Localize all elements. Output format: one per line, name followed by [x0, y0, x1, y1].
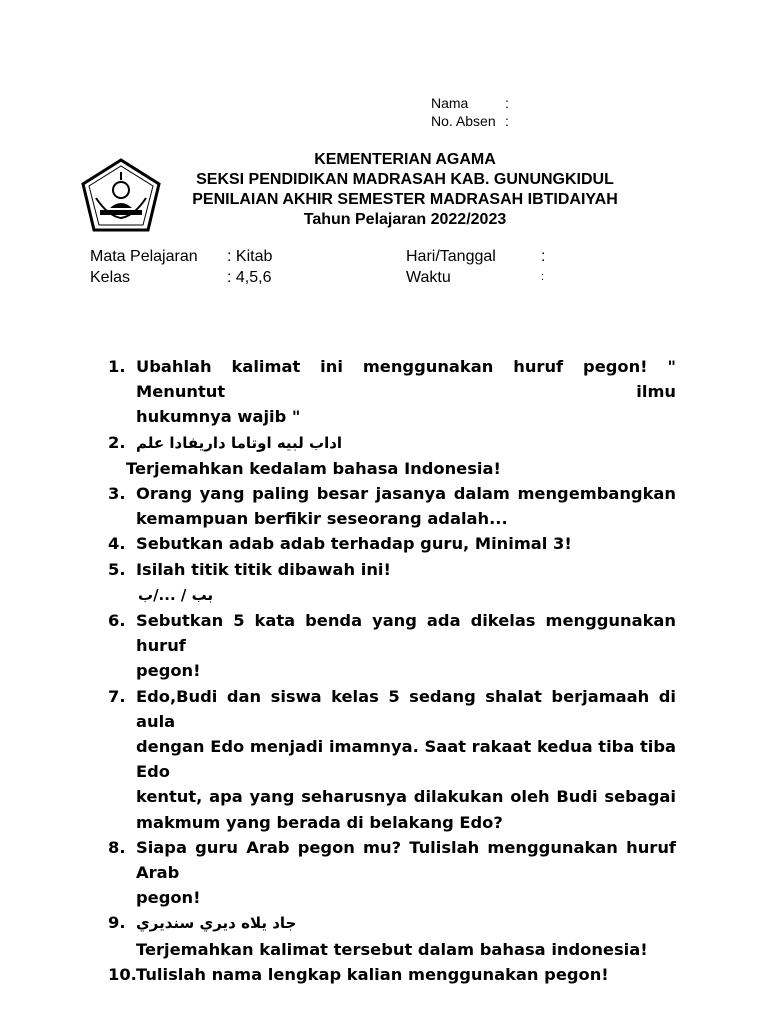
question-text: Ubahlah kalimat ini menggunakan huruf pegon! " Menuntut ilmu	[136, 357, 676, 402]
absen-label: No. Absen	[431, 113, 496, 129]
meta-right	[406, 246, 545, 288]
date-value: :	[541, 248, 546, 265]
question-10	[108, 962, 676, 987]
name-separator: :	[505, 95, 509, 111]
question-number: 7.	[108, 686, 126, 706]
question-number: 3.	[108, 484, 126, 504]
question-text: Tulislah nama lengkap kalian menggunakan pegon!	[136, 964, 609, 984]
question-2	[108, 430, 676, 456]
kemenag-emblem-icon	[80, 158, 162, 234]
name-row	[431, 94, 509, 112]
question-7	[108, 684, 676, 835]
subject-value: : Kitab	[227, 248, 273, 265]
question-number: 6.	[108, 611, 126, 631]
question-text: kemampuan berfikir seseorang adalah...	[136, 509, 508, 529]
class-value: : 4,5,6	[227, 269, 272, 286]
question-text: Orang yang paling besar jasanya dalam mengembangkan	[136, 484, 676, 504]
question-number: 5.	[108, 559, 126, 579]
name-label: Nama	[431, 95, 469, 111]
time-label: Waktu	[406, 269, 451, 286]
question-number: 8.	[108, 837, 126, 857]
question-9-instruction: Terjemahkan kalimat tersebut dalam bahasa indonesia!	[136, 939, 648, 959]
question-number: 10.	[108, 964, 137, 984]
question-4	[108, 531, 676, 556]
question-text: kentut, apa yang seharusnya dilakukan oleh Budi sebagai	[136, 787, 676, 807]
arabic-sentence: اداب لبيه اوتاما داريفادا علم	[136, 433, 343, 452]
question-text: makmum yang berada di belakang Edo?	[136, 812, 503, 832]
question-number: 4.	[108, 534, 126, 554]
question-3	[108, 481, 676, 531]
question-1	[108, 354, 676, 430]
question-number: 9.	[108, 913, 126, 933]
absen-separator: :	[505, 113, 509, 129]
question-text: Sebutkan adab adab terhadap guru, Minimal 3!	[136, 534, 572, 554]
time-value: :	[541, 271, 545, 283]
question-text: pegon!	[136, 888, 201, 908]
absen-row	[431, 112, 509, 130]
header-exam-title: PENILAIAN AKHIR SEMESTER MADRASAH IBTIDAIYAH	[192, 191, 618, 208]
question-text: hukumnya wajib "	[136, 407, 301, 427]
header-section: SEKSI PENDIDIKAN MADRASAH KAB. GUNUNGKIDUL	[196, 171, 614, 188]
header-school-year: Tahun Pelajaran 2022/2023	[303, 211, 507, 228]
class-label: Kelas	[90, 269, 131, 286]
question-6	[108, 608, 676, 684]
question-text: Sebutkan 5 kata benda yang ada dikelas menggunakan huruf	[136, 611, 676, 656]
question-text: pegon!	[136, 661, 201, 681]
question-text: Isilah titik titik dibawah ini!	[136, 559, 391, 579]
header-ministry: KEMENTERIAN AGAMA	[314, 151, 496, 168]
question-8	[108, 835, 676, 911]
student-info	[431, 94, 509, 130]
question-number: 1.	[108, 357, 126, 376]
question-number: 2.	[108, 432, 126, 452]
question-list	[108, 354, 676, 987]
question-5	[108, 557, 676, 608]
arabic-sentence: جاد يلاه ديري سنديري	[136, 914, 297, 933]
meta-left	[90, 246, 272, 288]
question-9	[108, 910, 676, 936]
exam-header	[160, 150, 650, 230]
question-text: Edo,Budi dan siswa kelas 5 sedang shalat berjamaah di aula	[136, 686, 676, 731]
date-label: Hari/Tanggal	[406, 248, 496, 265]
subject-label: Mata Pelajaran	[90, 248, 198, 265]
question-2-instruction: Terjemahkan kedalam bahasa Indonesia!	[126, 458, 501, 478]
question-text: Siapa guru Arab pegon mu? Tulislah menggunakan huruf Arab	[136, 837, 676, 883]
arabic-fill-blank: بب / ...‏/ب	[138, 585, 214, 604]
question-text: dengan Edo menjadi imamnya. Saat rakaat kedua tiba tiba Edo	[136, 737, 676, 782]
